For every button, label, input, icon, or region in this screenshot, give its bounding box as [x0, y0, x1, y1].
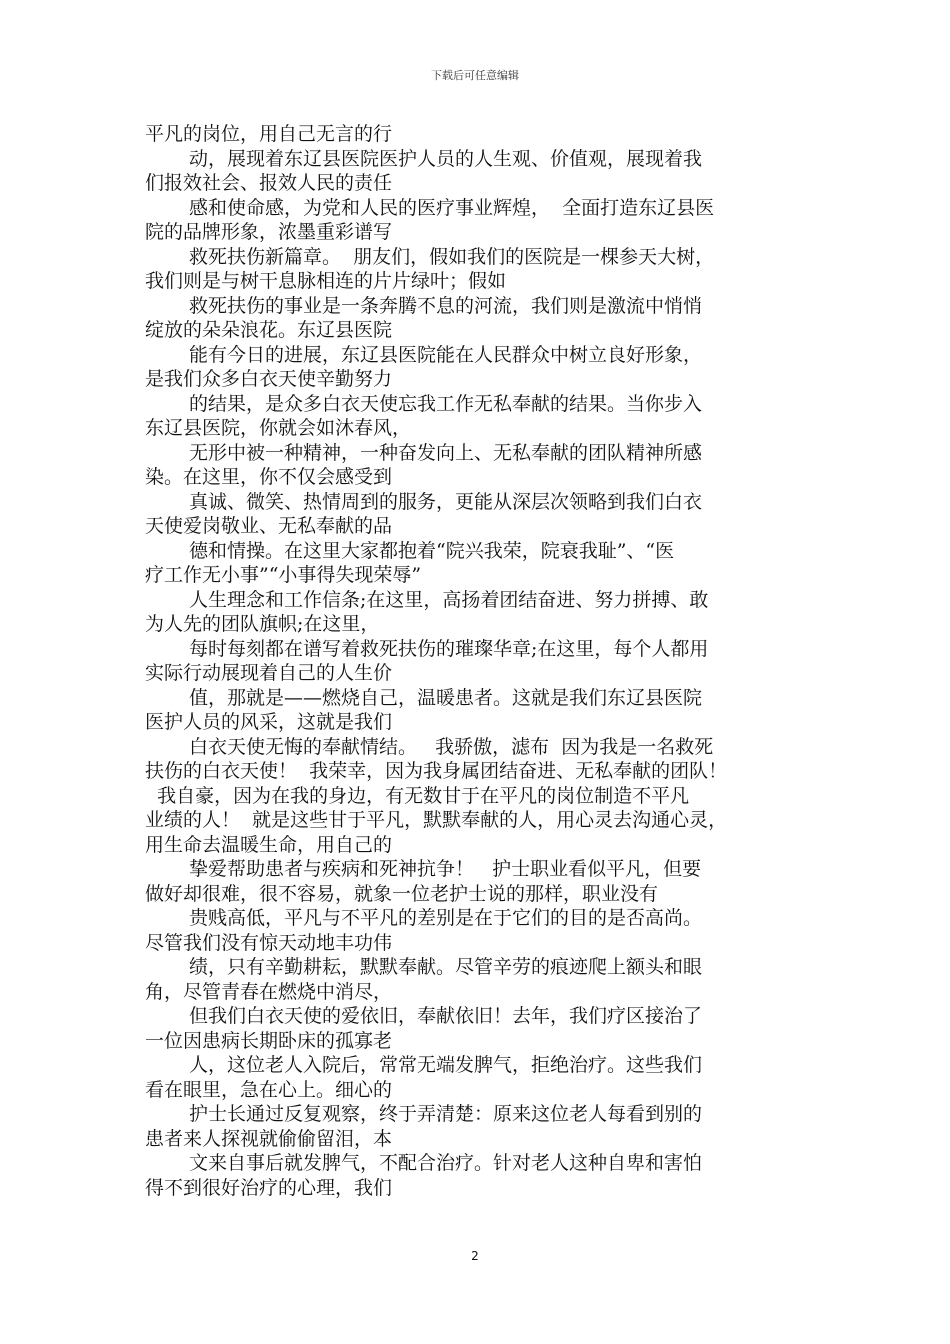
text-line: 能有今日的进展，东辽县医院能在人民群众中树立良好形象，: [189, 343, 703, 366]
text-line: 绽放的朵朵浪花。东辽县医院: [145, 319, 393, 341]
page-number: 2: [471, 1249, 479, 1263]
text-line: 疗工作无小事”“小事得失现荣辱”: [145, 564, 422, 586]
text-line: 绩，只有辛勤耕耘，默默奉献。尽管辛劳的痕迹爬上额头和眼: [189, 956, 703, 978]
text-line: 每时每刻都在谱写着救死扶伤的璀璨华章;在这里，每个人都用: [189, 637, 709, 660]
text-line: 德和情操。在这里大家都抱着“院兴我荣，院衰我耻”、“医: [189, 539, 675, 562]
text-line: 挚爱帮助患者与疾病和死神抗争！ 护士职业看似平凡，但要: [189, 858, 702, 880]
text-line: 救死扶伤新篇章。 朋友们，假如我们的医院是一棵参天大树，: [189, 245, 715, 268]
text-line: 感和使命感，为党和人民的医疗事业辉煌， 全面打造东辽县医: [189, 196, 715, 219]
text-line: 的结果，是众多白衣天使忘我工作无私奉献的结果。当你步入: [189, 392, 703, 415]
text-line: 尽管我们没有惊天动地丰功伟: [145, 931, 393, 954]
text-line: 为人先的团队旗帜;在这里，: [145, 613, 380, 635]
text-line: 用生命去温暖生命，用自己的: [145, 833, 393, 856]
text-line: 我们则是与树干息脉相连的片片绿叶；假如: [145, 270, 507, 292]
text-line: 实际行动展现着自己的人生价: [145, 662, 393, 684]
text-line: 扶伤的白衣天使！ 我荣幸，因为我身属团结奋进、无私奉献的团队！: [145, 760, 728, 782]
text-line: 得不到很好治疗的心理，我们: [145, 1176, 393, 1199]
text-line: 看在眼里，急在心上。细心的: [145, 1078, 393, 1101]
text-line: 业绩的人！ 就是这些甘于平凡，默默奉献的人，用心灵去沟通心灵，: [145, 809, 728, 831]
text-line: 做好却很难，很不容易，就象一位老护士说的那样，职业没有: [145, 882, 659, 905]
text-line: 无形中被一种精神，一种奋发向上、无私奉献的团队精神所感: [189, 441, 703, 464]
text-line: 护士长通过反复观察，终于弄清楚：原来这位老人每看到别的: [189, 1103, 703, 1125]
text-line: 文来自事后就发脾气，不配合治疗。针对老人这种自卑和害怕: [189, 1152, 703, 1174]
text-line: 东辽县医院，你就会如沐春风，: [145, 417, 412, 439]
text-line: 动，展现着东辽县医院医护人员的人生观、价值观，展现着我: [189, 147, 703, 170]
text-line: 我自豪，因为在我的身边，有无数甘于在平凡的岗位制造不平凡: [145, 784, 690, 807]
text-line: 但我们白衣天使的爱依旧，奉献依旧！去年，我们疗区接治了: [189, 1005, 703, 1027]
page-header: 下载后可任意编辑: [431, 69, 519, 82]
text-line: 一位因患病长期卧床的孤寡老: [145, 1029, 393, 1052]
text-line: 角，尽管青春在燃烧中消尽，: [145, 980, 393, 1003]
text-line: 救死扶伤的事业是一条奔腾不息的河流，我们则是激流中悄悄: [189, 294, 703, 317]
text-line: 真诚、微笑、热情周到的服务，更能从深层次领略到我们白衣: [189, 490, 703, 513]
text-line: 人，这位老人入院后，常常无端发脾气，拒绝治疗。这些我们: [189, 1054, 703, 1076]
text-line: 贵贱高低，平凡与不平凡的差别是在于它们的目的是否高尚。: [189, 907, 703, 929]
text-line: 染。在这里，你不仅会感受到: [145, 466, 393, 488]
text-line: 平凡的岗位，用自己无言的行: [145, 123, 393, 145]
text-line: 患者来人探视就偷偷留泪，本: [145, 1127, 393, 1150]
text-line: 白衣天使无悔的奉献情结。 我骄傲，滤布 因为我是一名救死: [189, 735, 714, 758]
text-line: 是我们众多白衣天使辛勤努力: [145, 368, 393, 390]
body-text: [145, 122, 825, 1200]
text-line: 人生理念和工作信条;在这里，高扬着团结奋进、努力拼搏、敢: [189, 588, 709, 611]
text-line: 值，那就是——燃烧自己，温暖患者。这就是我们东辽县医院: [189, 686, 703, 709]
text-line: 天使爱岗敬业、无私奉献的品: [145, 515, 393, 537]
text-line: 院的品牌形象，浓墨重彩谱写: [145, 221, 393, 243]
text-line: 医护人员的风采，这就是我们: [145, 711, 393, 733]
text-line: 们报效社会、报效人民的责任: [145, 172, 393, 194]
